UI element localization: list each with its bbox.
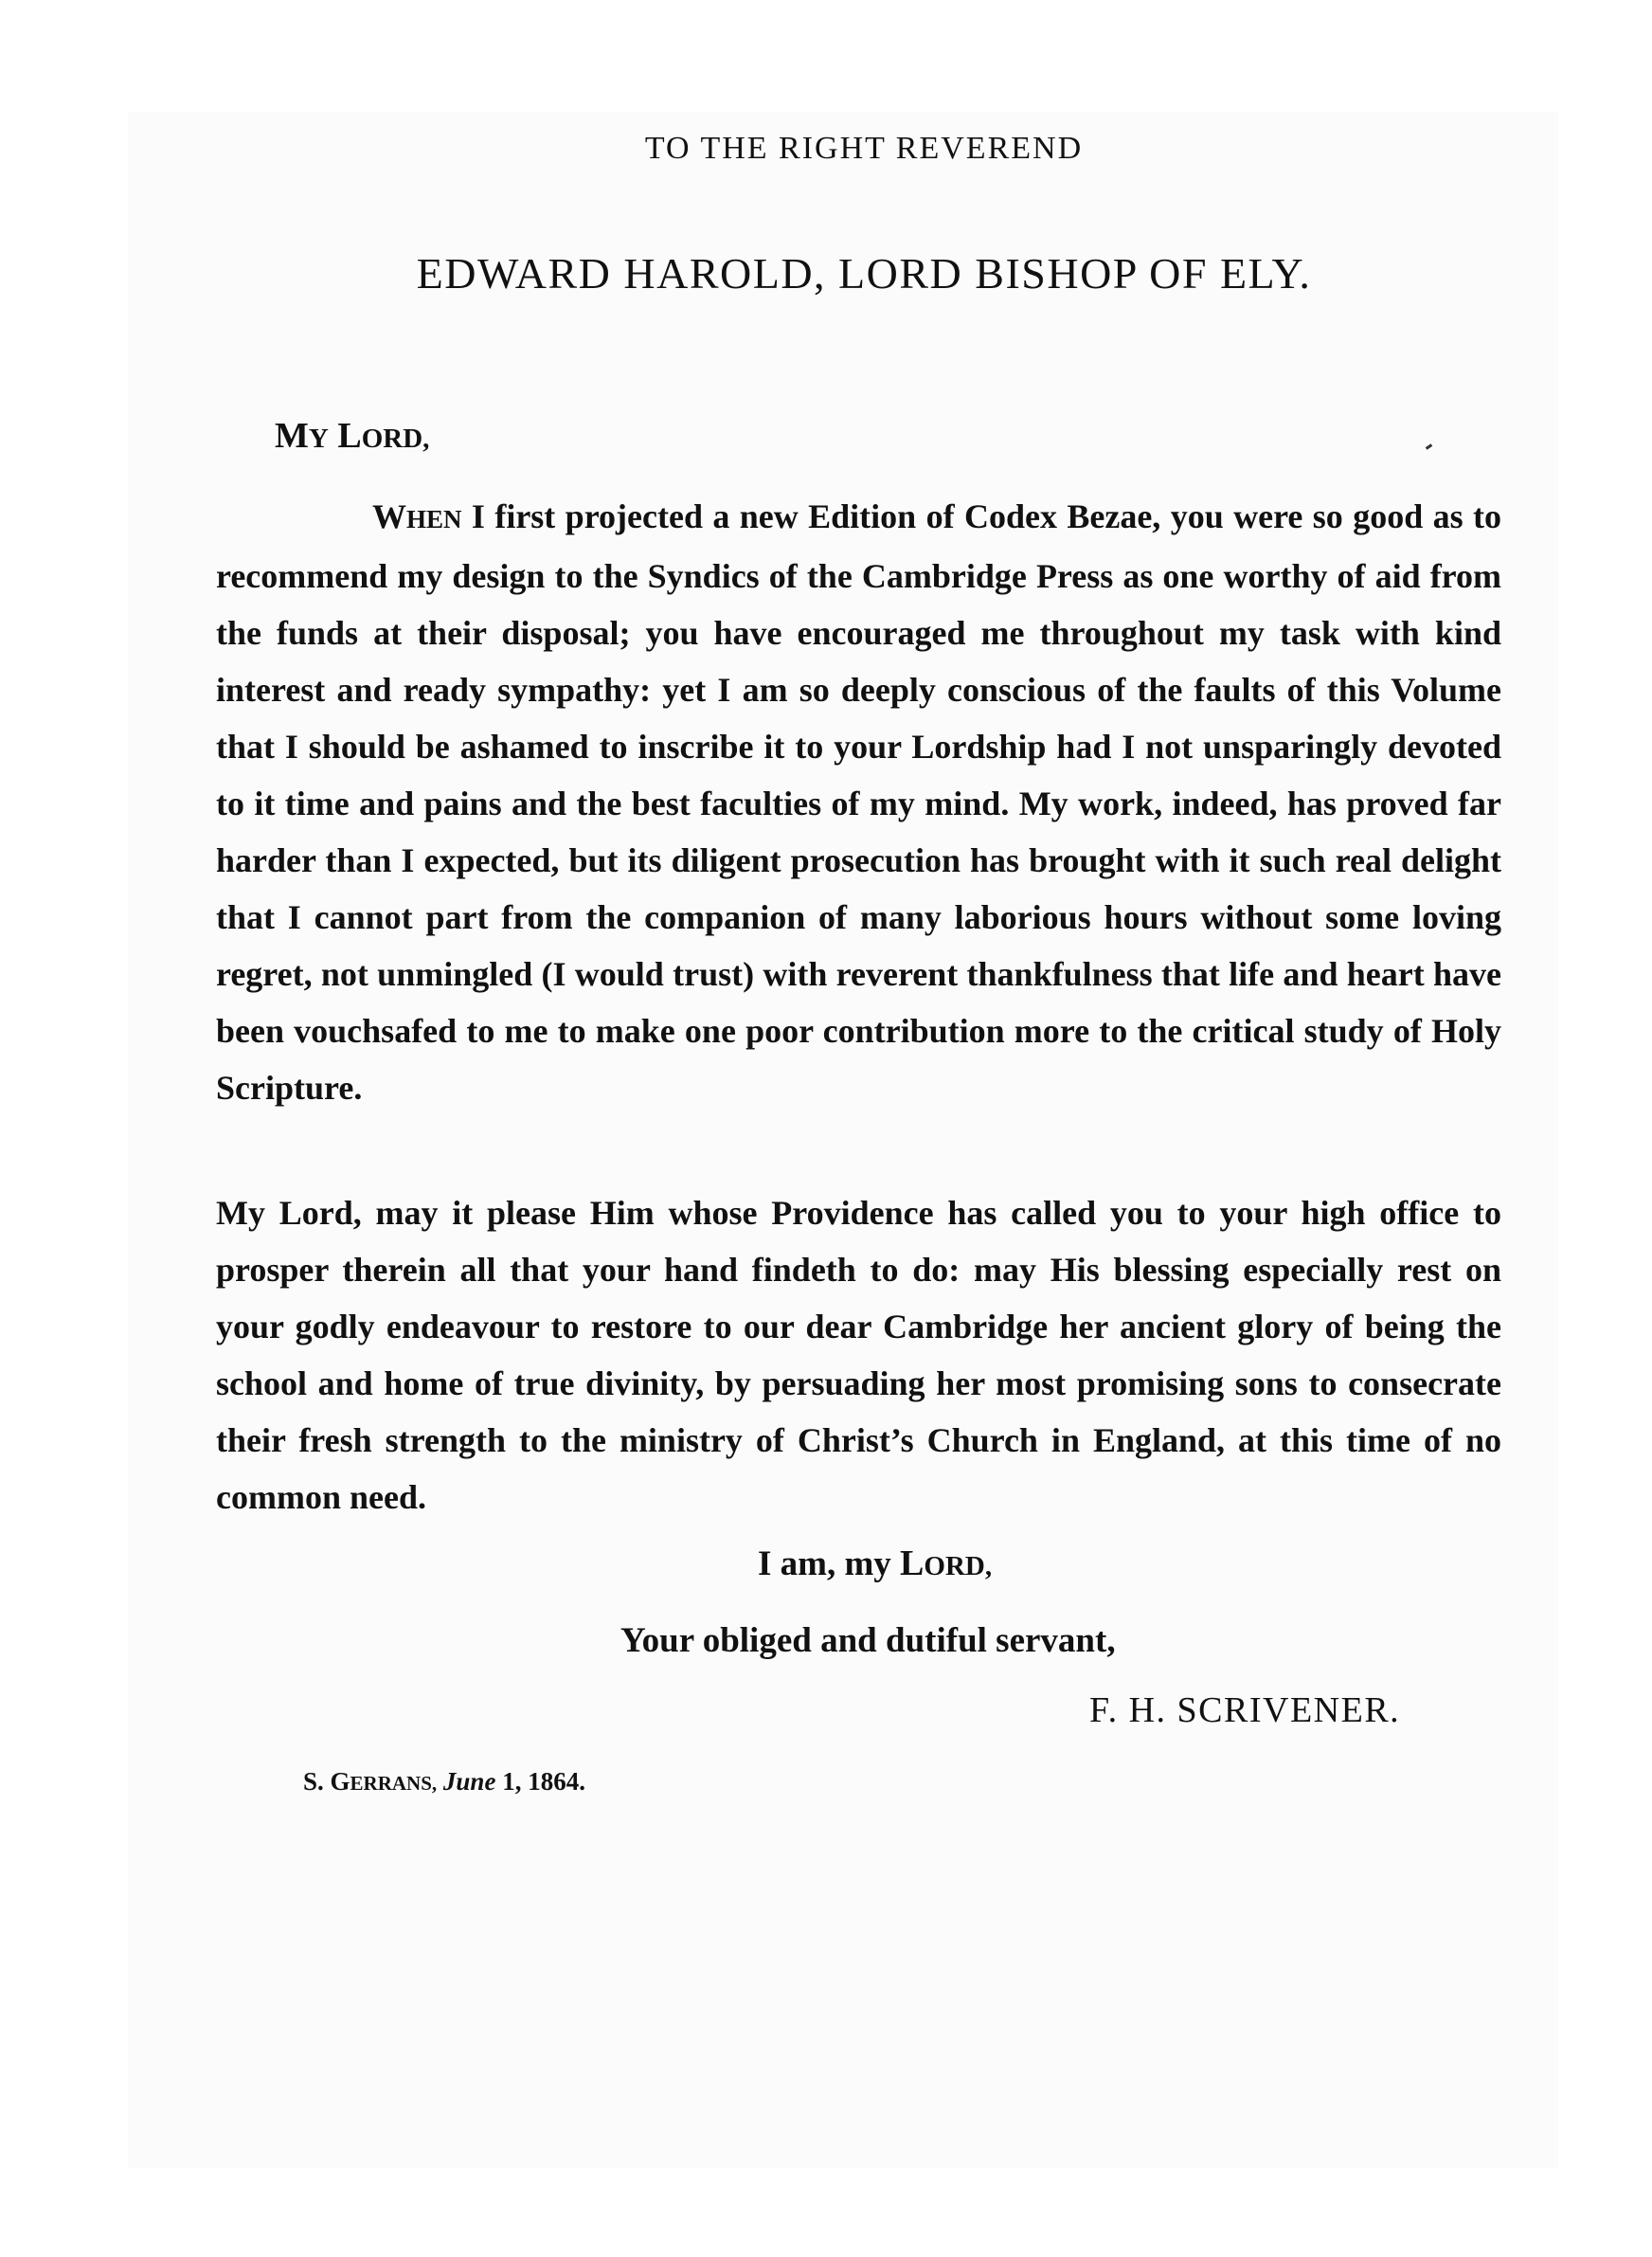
letter-paragraph-2 xyxy=(216,1184,1501,1526)
first-word-smallcaps xyxy=(372,497,462,535)
dedicatee-title: EDWARD HAROLD, LORD BISHOP OF ELY. xyxy=(416,249,1312,298)
letter-paragraph-1 xyxy=(216,488,1501,1116)
closing-lord-initial: L xyxy=(900,1544,925,1583)
date-day-year: 1, 1864. xyxy=(502,1767,585,1796)
place-initial: G xyxy=(330,1767,350,1796)
place-rest: ERRANS, xyxy=(350,1772,438,1795)
paragraph-2-text: My Lord, may it please Him whose Providence has called you to your high office to prosper therein all that your hand findeth to do: may His blessing especially rest on your godly endeavour to restore to our dear Cambridge her ancient glory of being the school and home of true divinity, by persuading her most promising sons to consecrate their fresh strength to the ministry of Christ’s Church in England, at this time of no common need. xyxy=(216,1194,1501,1516)
paragraph-1-text: I first projected a new Edition of Codex Bezae, you were so good as to recommend my design to the Syndics of the Cambridge Press as one worthy of aid from the funds at their disposal; you have encouraged me throughout my task with kind interest and ready sympathy: yet I am so deeply conscious of the faults of this Volume that I should be ashamed to inscribe it to your Lordship had I not unsparingly devoted to it time and pains and the best faculties of my mind. My work, indeed, has proved far harder than I expected, but its diligent prosecution has brought with it such real delight that I cannot part from the companion of many laborious hours without some loving regret, not unmingled (I would trust) with reverent thankfulness that life and heart have been vouchsafed to me to make one poor contribution more to the critical study of Holy Scripture. xyxy=(216,497,1502,1107)
closing-prefix: I am, my xyxy=(758,1544,891,1583)
place-prefix: S. xyxy=(303,1767,324,1796)
date-month: June xyxy=(442,1767,496,1796)
salutation-my-rest: Y xyxy=(308,424,329,454)
salutation xyxy=(275,415,429,457)
closing-line-1 xyxy=(758,1543,992,1584)
salutation-lord-rest: ORD, xyxy=(361,424,430,454)
place-date xyxy=(303,1767,585,1797)
salutation-lord-initial: L xyxy=(337,416,362,456)
first-word-initial: W xyxy=(372,497,406,535)
closing-line-2: Your obliged and dutiful servant, xyxy=(620,1621,1116,1660)
closing-lord-rest: ORD, xyxy=(924,1551,993,1581)
first-word-rest: HEN xyxy=(406,505,462,533)
dedication-heading: TO THE RIGHT REVEREND xyxy=(644,131,1084,166)
salutation-my-initial: M xyxy=(275,416,309,456)
signature: F. H. SCRIVENER. xyxy=(1089,1690,1401,1730)
